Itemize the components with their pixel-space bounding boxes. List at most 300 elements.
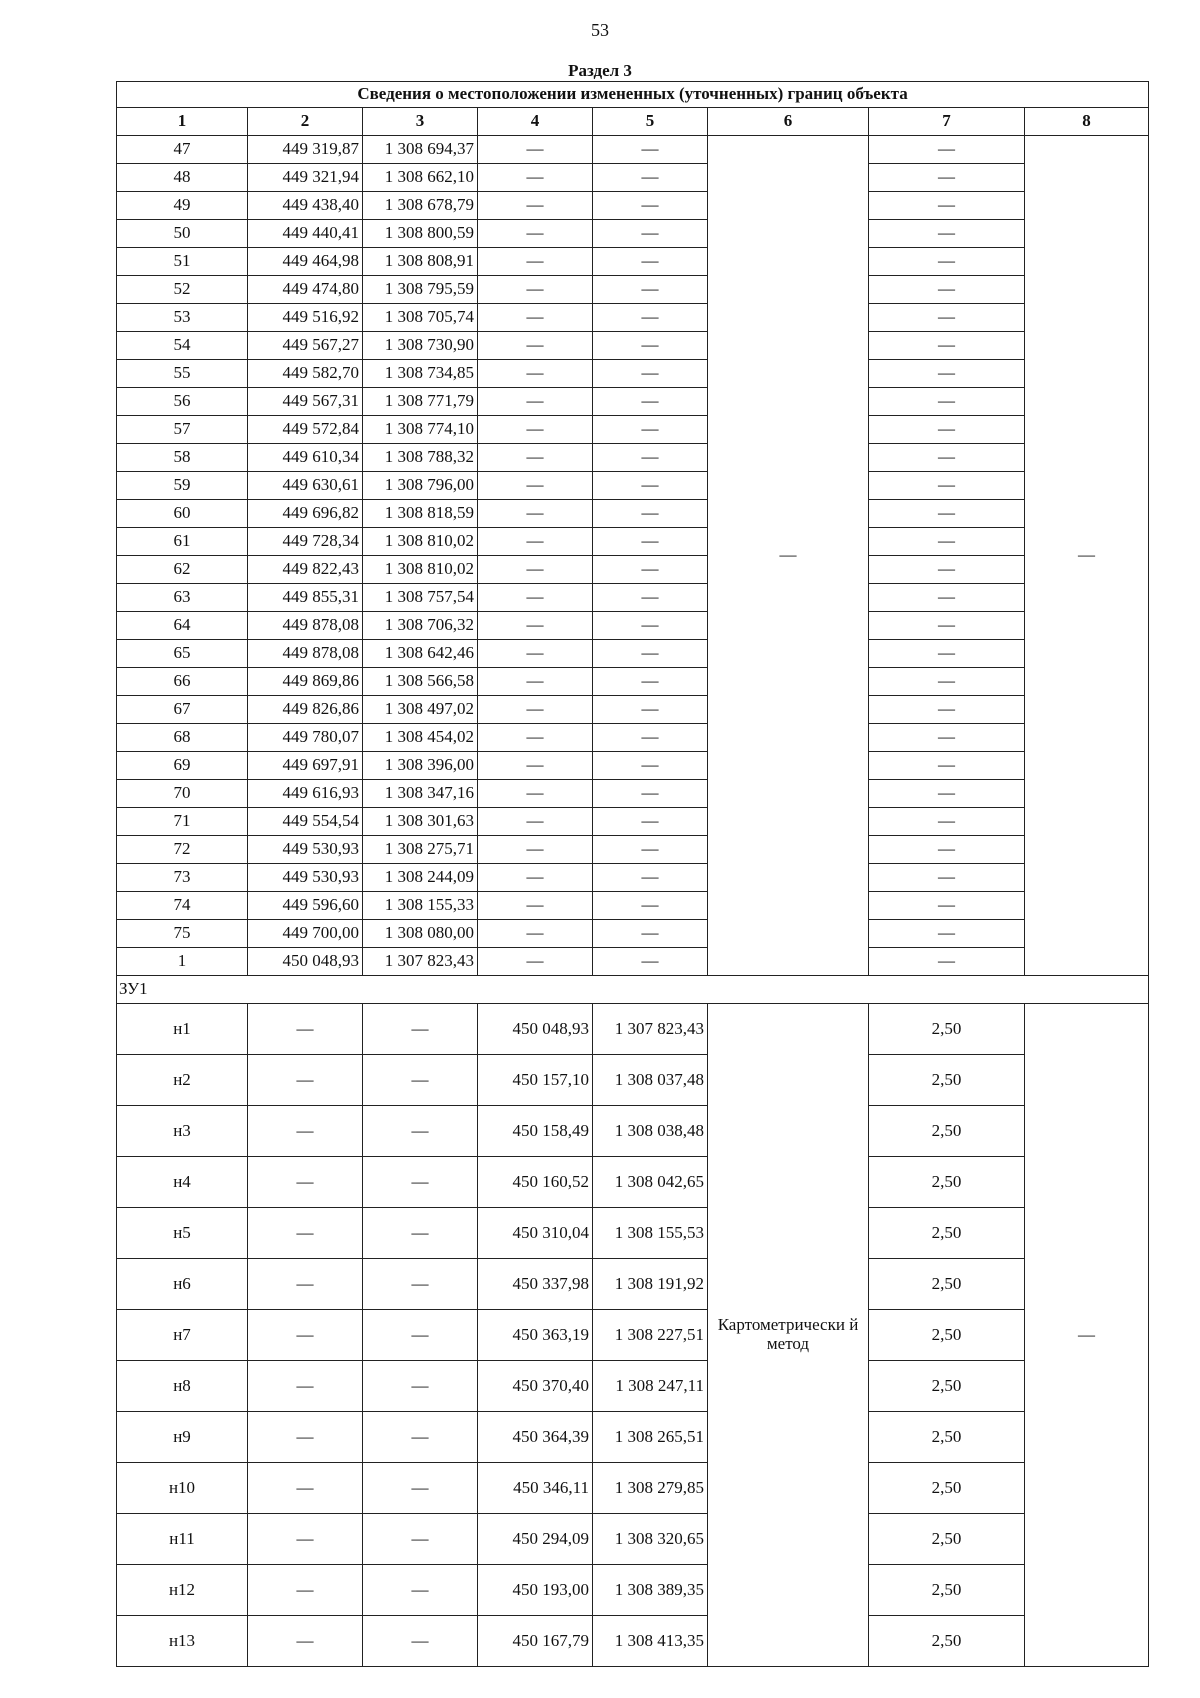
point-id-cell: 61 (117, 528, 248, 556)
point-id-cell: 53 (117, 304, 248, 332)
dash-cell: — (478, 164, 593, 192)
x-coordinate-cell: 449 596,60 (248, 892, 363, 920)
x-coordinate-cell: 450 294,09 (478, 1514, 593, 1565)
x-coordinate-cell: 450 346,11 (478, 1463, 593, 1514)
x-coordinate-cell: 450 310,04 (478, 1208, 593, 1259)
y-coordinate-cell: 1 308 454,02 (363, 724, 478, 752)
dash-cell: — (363, 1106, 478, 1157)
table-row (117, 584, 1149, 612)
x-coordinate-cell: 449 582,70 (248, 360, 363, 388)
point-id-cell: 51 (117, 248, 248, 276)
table-row (117, 248, 1149, 276)
y-coordinate-cell: 1 308 774,10 (363, 416, 478, 444)
y-coordinate-cell: 1 308 191,92 (593, 1259, 708, 1310)
precision-cell: 2,50 (869, 1463, 1025, 1514)
table-caption: Сведения о местоположении измененных (уточненных) границ объекта (117, 82, 1149, 108)
dash-cell: — (869, 780, 1025, 808)
dash-cell: — (593, 220, 708, 248)
y-coordinate-cell: 1 308 642,46 (363, 640, 478, 668)
y-coordinate-cell: 1 308 800,59 (363, 220, 478, 248)
precision-cell: 2,50 (869, 1004, 1025, 1055)
point-id-cell: н7 (117, 1310, 248, 1361)
dash-cell: — (869, 808, 1025, 836)
dash-cell: — (593, 612, 708, 640)
precision-cell: 2,50 (869, 1616, 1025, 1667)
dash-cell: — (593, 920, 708, 948)
dash-cell: — (478, 444, 593, 472)
y-coordinate-cell: 1 308 706,32 (363, 612, 478, 640)
dash-cell: — (478, 248, 593, 276)
y-coordinate-cell: 1 308 734,85 (363, 360, 478, 388)
x-coordinate-cell: 450 363,19 (478, 1310, 593, 1361)
point-id-cell: н6 (117, 1259, 248, 1310)
method-cell: Картометрически й метод (708, 1004, 869, 1667)
dash-cell: — (363, 1157, 478, 1208)
table-row (117, 1157, 1149, 1208)
y-coordinate-cell: 1 308 389,35 (593, 1565, 708, 1616)
table-row (117, 612, 1149, 640)
table-row (117, 444, 1149, 472)
y-coordinate-cell: 1 308 694,37 (363, 136, 478, 164)
y-coordinate-cell: 1 308 705,74 (363, 304, 478, 332)
y-coordinate-cell: 1 308 265,51 (593, 1412, 708, 1463)
y-coordinate-cell: 1 308 788,32 (363, 444, 478, 472)
x-coordinate-cell: 450 048,93 (248, 948, 363, 976)
dash-cell: — (248, 1361, 363, 1412)
method-dash-cell: — (708, 136, 869, 976)
dash-cell: — (363, 1259, 478, 1310)
dash-cell: — (593, 136, 708, 164)
dash-cell: — (478, 276, 593, 304)
column-number: 2 (248, 108, 363, 136)
dash-cell: — (869, 724, 1025, 752)
precision-cell: 2,50 (869, 1106, 1025, 1157)
dash-cell: — (593, 192, 708, 220)
point-id-cell: н8 (117, 1361, 248, 1412)
dash-cell: — (593, 360, 708, 388)
table-row (117, 892, 1149, 920)
table-row (117, 1412, 1149, 1463)
y-coordinate-cell: 1 308 155,33 (363, 892, 478, 920)
table-row (117, 192, 1149, 220)
x-coordinate-cell: 449 516,92 (248, 304, 363, 332)
dash-cell: — (248, 1106, 363, 1157)
table-row (117, 1616, 1149, 1667)
x-coordinate-cell: 449 554,54 (248, 808, 363, 836)
x-coordinate-cell: 449 474,80 (248, 276, 363, 304)
table-row (117, 332, 1149, 360)
point-id-cell: 47 (117, 136, 248, 164)
y-coordinate-cell: 1 308 730,90 (363, 332, 478, 360)
dash-cell: — (478, 948, 593, 976)
x-coordinate-cell: 449 822,43 (248, 556, 363, 584)
y-coordinate-cell: 1 308 275,71 (363, 836, 478, 864)
dash-cell: — (869, 528, 1025, 556)
column-number: 5 (593, 108, 708, 136)
column8-dash-cell: — (1025, 136, 1149, 976)
x-coordinate-cell: 450 157,10 (478, 1055, 593, 1106)
dash-cell: — (248, 1463, 363, 1514)
point-id-cell: 59 (117, 472, 248, 500)
y-coordinate-cell: 1 308 662,10 (363, 164, 478, 192)
dash-cell: — (248, 1565, 363, 1616)
x-coordinate-cell: 450 158,49 (478, 1106, 593, 1157)
section-title: Раздел 3 (568, 61, 632, 80)
table-row (117, 724, 1149, 752)
x-coordinate-cell: 450 048,93 (478, 1004, 593, 1055)
y-coordinate-cell: 1 308 320,65 (593, 1514, 708, 1565)
y-coordinate-cell: 1 307 823,43 (363, 948, 478, 976)
table-row (117, 1259, 1149, 1310)
column8-dash-cell: — (1025, 1004, 1149, 1667)
column-number: 4 (478, 108, 593, 136)
dash-cell: — (478, 892, 593, 920)
table-row (117, 1361, 1149, 1412)
x-coordinate-cell: 449 567,31 (248, 388, 363, 416)
y-coordinate-cell: 1 308 227,51 (593, 1310, 708, 1361)
y-coordinate-cell: 1 308 810,02 (363, 528, 478, 556)
dash-cell: — (869, 248, 1025, 276)
x-coordinate-cell: 449 319,87 (248, 136, 363, 164)
precision-cell: 2,50 (869, 1310, 1025, 1361)
dash-cell: — (869, 584, 1025, 612)
y-coordinate-cell: 1 308 155,53 (593, 1208, 708, 1259)
dash-cell: — (593, 276, 708, 304)
x-coordinate-cell: 449 780,07 (248, 724, 363, 752)
dash-cell: — (478, 472, 593, 500)
dash-cell: — (248, 1514, 363, 1565)
dash-cell: — (478, 612, 593, 640)
dash-cell: — (363, 1412, 478, 1463)
x-coordinate-cell: 450 160,52 (478, 1157, 593, 1208)
table-row (117, 948, 1149, 976)
page-number: 53 (591, 20, 609, 40)
dash-cell: — (869, 836, 1025, 864)
point-id-cell: 62 (117, 556, 248, 584)
y-coordinate-cell: 1 308 497,02 (363, 696, 478, 724)
dash-cell: — (869, 192, 1025, 220)
dash-cell: — (363, 1361, 478, 1412)
table-row (117, 696, 1149, 724)
x-coordinate-cell: 449 572,84 (248, 416, 363, 444)
table-row (117, 668, 1149, 696)
dash-cell: — (593, 836, 708, 864)
point-id-cell: 58 (117, 444, 248, 472)
x-coordinate-cell: 449 630,61 (248, 472, 363, 500)
point-id-cell: 49 (117, 192, 248, 220)
dash-cell: — (593, 556, 708, 584)
point-id-cell: 71 (117, 808, 248, 836)
dash-cell: — (593, 164, 708, 192)
point-id-cell: 70 (117, 780, 248, 808)
point-id-cell: 55 (117, 360, 248, 388)
point-id-cell: 75 (117, 920, 248, 948)
y-coordinate-cell: 1 308 818,59 (363, 500, 478, 528)
dash-cell: — (478, 388, 593, 416)
x-coordinate-cell: 449 700,00 (248, 920, 363, 948)
x-coordinate-cell: 450 364,39 (478, 1412, 593, 1463)
dash-cell: — (478, 724, 593, 752)
dash-cell: — (478, 864, 593, 892)
dash-cell: — (248, 1004, 363, 1055)
dash-cell: — (869, 640, 1025, 668)
dash-cell: — (478, 556, 593, 584)
dash-cell: — (869, 304, 1025, 332)
dash-cell: — (593, 780, 708, 808)
y-coordinate-cell: 1 308 301,63 (363, 808, 478, 836)
dash-cell: — (869, 164, 1025, 192)
y-coordinate-cell: 1 308 247,11 (593, 1361, 708, 1412)
dash-cell: — (869, 416, 1025, 444)
dash-cell: — (478, 360, 593, 388)
dash-cell: — (478, 640, 593, 668)
dash-cell: — (869, 948, 1025, 976)
table-row (117, 528, 1149, 556)
precision-cell: 2,50 (869, 1514, 1025, 1565)
parcel-label: ЗУ1 (117, 976, 1149, 1004)
dash-cell: — (478, 584, 593, 612)
precision-cell: 2,50 (869, 1055, 1025, 1106)
y-coordinate-cell: 1 308 566,58 (363, 668, 478, 696)
precision-cell: 2,50 (869, 1208, 1025, 1259)
table-row (117, 136, 1149, 164)
dash-cell: — (869, 472, 1025, 500)
point-id-cell: 48 (117, 164, 248, 192)
dash-cell: — (478, 528, 593, 556)
dash-cell: — (869, 360, 1025, 388)
precision-cell: 2,50 (869, 1361, 1025, 1412)
point-id-cell: н1 (117, 1004, 248, 1055)
dash-cell: — (478, 500, 593, 528)
table-row (117, 276, 1149, 304)
x-coordinate-cell: 449 567,27 (248, 332, 363, 360)
point-id-cell: 64 (117, 612, 248, 640)
dash-cell: — (478, 304, 593, 332)
table-row (117, 1463, 1149, 1514)
dash-cell: — (363, 1208, 478, 1259)
x-coordinate-cell: 449 826,86 (248, 696, 363, 724)
table-row (117, 1106, 1149, 1157)
dash-cell: — (248, 1259, 363, 1310)
x-coordinate-cell: 449 440,41 (248, 220, 363, 248)
x-coordinate-cell: 449 321,94 (248, 164, 363, 192)
dash-cell: — (478, 668, 593, 696)
dash-cell: — (869, 556, 1025, 584)
table-row (117, 1055, 1149, 1106)
precision-cell: 2,50 (869, 1259, 1025, 1310)
table-row (117, 864, 1149, 892)
x-coordinate-cell: 449 878,08 (248, 612, 363, 640)
precision-cell: 2,50 (869, 1412, 1025, 1463)
y-coordinate-cell: 1 308 808,91 (363, 248, 478, 276)
x-coordinate-cell: 449 438,40 (248, 192, 363, 220)
dash-cell: — (593, 444, 708, 472)
y-coordinate-cell: 1 308 413,35 (593, 1616, 708, 1667)
dash-cell: — (593, 640, 708, 668)
point-id-cell: 67 (117, 696, 248, 724)
point-id-cell: н3 (117, 1106, 248, 1157)
dash-cell: — (869, 920, 1025, 948)
dash-cell: — (869, 612, 1025, 640)
point-id-cell: 72 (117, 836, 248, 864)
dash-cell: — (478, 416, 593, 444)
dash-cell: — (363, 1514, 478, 1565)
table-row (117, 304, 1149, 332)
dash-cell: — (593, 472, 708, 500)
point-id-cell: н9 (117, 1412, 248, 1463)
table-row (117, 416, 1149, 444)
dash-cell: — (869, 332, 1025, 360)
dash-cell: — (248, 1616, 363, 1667)
point-id-cell: 60 (117, 500, 248, 528)
dash-cell: — (869, 220, 1025, 248)
table-row (117, 556, 1149, 584)
dash-cell: — (869, 136, 1025, 164)
point-id-cell: н11 (117, 1514, 248, 1565)
dash-cell: — (248, 1208, 363, 1259)
dash-cell: — (869, 444, 1025, 472)
dash-cell: — (248, 1055, 363, 1106)
dash-cell: — (478, 780, 593, 808)
dash-cell: — (593, 724, 708, 752)
y-coordinate-cell: 1 308 080,00 (363, 920, 478, 948)
dash-cell: — (363, 1616, 478, 1667)
x-coordinate-cell: 450 370,40 (478, 1361, 593, 1412)
table-row (117, 1004, 1149, 1055)
dash-cell: — (869, 696, 1025, 724)
dash-cell: — (593, 752, 708, 780)
x-coordinate-cell: 449 728,34 (248, 528, 363, 556)
table-row (117, 164, 1149, 192)
table-row (117, 472, 1149, 500)
x-coordinate-cell: 449 869,86 (248, 668, 363, 696)
y-coordinate-cell: 1 308 795,59 (363, 276, 478, 304)
table-row (117, 1514, 1149, 1565)
dash-cell: — (478, 696, 593, 724)
table-row (117, 808, 1149, 836)
dash-cell: — (593, 332, 708, 360)
point-id-cell: 73 (117, 864, 248, 892)
dash-cell: — (593, 248, 708, 276)
dash-cell: — (869, 752, 1025, 780)
dash-cell: — (869, 500, 1025, 528)
point-id-cell: 66 (117, 668, 248, 696)
dash-cell: — (478, 808, 593, 836)
point-id-cell: н5 (117, 1208, 248, 1259)
table-row (117, 1208, 1149, 1259)
x-coordinate-cell: 449 616,93 (248, 780, 363, 808)
dash-cell: — (478, 752, 593, 780)
x-coordinate-cell: 449 697,91 (248, 752, 363, 780)
y-coordinate-cell: 1 308 244,09 (363, 864, 478, 892)
y-coordinate-cell: 1 308 757,54 (363, 584, 478, 612)
table-row (117, 752, 1149, 780)
point-id-cell: н10 (117, 1463, 248, 1514)
point-id-cell: 50 (117, 220, 248, 248)
column-number: 1 (117, 108, 248, 136)
column-number: 6 (708, 108, 869, 136)
point-id-cell: 68 (117, 724, 248, 752)
table-row (117, 640, 1149, 668)
y-coordinate-cell: 1 308 678,79 (363, 192, 478, 220)
dash-cell: — (248, 1412, 363, 1463)
x-coordinate-cell: 449 696,82 (248, 500, 363, 528)
y-coordinate-cell: 1 308 279,85 (593, 1463, 708, 1514)
dash-cell: — (869, 668, 1025, 696)
y-coordinate-cell: 1 308 038,48 (593, 1106, 708, 1157)
dash-cell: — (593, 948, 708, 976)
x-coordinate-cell: 450 193,00 (478, 1565, 593, 1616)
dash-cell: — (363, 1004, 478, 1055)
point-id-cell: 63 (117, 584, 248, 612)
x-coordinate-cell: 449 464,98 (248, 248, 363, 276)
table-row (117, 500, 1149, 528)
y-coordinate-cell: 1 308 037,48 (593, 1055, 708, 1106)
y-coordinate-cell: 1 308 042,65 (593, 1157, 708, 1208)
table-row (117, 780, 1149, 808)
precision-cell: 2,50 (869, 1157, 1025, 1208)
dash-cell: — (593, 892, 708, 920)
y-coordinate-cell: 1 308 796,00 (363, 472, 478, 500)
dash-cell: — (363, 1463, 478, 1514)
table-row (117, 388, 1149, 416)
precision-cell: 2,50 (869, 1565, 1025, 1616)
point-id-cell: 69 (117, 752, 248, 780)
point-id-cell: 52 (117, 276, 248, 304)
dash-cell: — (593, 864, 708, 892)
dash-cell: — (248, 1310, 363, 1361)
dash-cell: — (478, 220, 593, 248)
x-coordinate-cell: 449 855,31 (248, 584, 363, 612)
dash-cell: — (593, 668, 708, 696)
point-id-cell: н4 (117, 1157, 248, 1208)
dash-cell: — (248, 1157, 363, 1208)
dash-cell: — (593, 808, 708, 836)
dash-cell: — (593, 528, 708, 556)
table-row (117, 836, 1149, 864)
coordinates-table (116, 81, 1149, 1667)
point-id-cell: 56 (117, 388, 248, 416)
point-id-cell: н2 (117, 1055, 248, 1106)
point-id-cell: н13 (117, 1616, 248, 1667)
table-row (117, 920, 1149, 948)
dash-cell: — (363, 1310, 478, 1361)
point-id-cell: 74 (117, 892, 248, 920)
point-id-cell: 57 (117, 416, 248, 444)
column-number: 7 (869, 108, 1025, 136)
x-coordinate-cell: 450 167,79 (478, 1616, 593, 1667)
y-coordinate-cell: 1 308 810,02 (363, 556, 478, 584)
dash-cell: — (593, 304, 708, 332)
dash-cell: — (593, 584, 708, 612)
dash-cell: — (478, 920, 593, 948)
table-row (117, 360, 1149, 388)
y-coordinate-cell: 1 307 823,43 (593, 1004, 708, 1055)
column-number: 8 (1025, 108, 1149, 136)
table-row (117, 220, 1149, 248)
y-coordinate-cell: 1 308 771,79 (363, 388, 478, 416)
dash-cell: — (869, 892, 1025, 920)
dash-cell: — (869, 864, 1025, 892)
dash-cell: — (593, 500, 708, 528)
dash-cell: — (478, 192, 593, 220)
dash-cell: — (478, 836, 593, 864)
y-coordinate-cell: 1 308 396,00 (363, 752, 478, 780)
x-coordinate-cell: 449 530,93 (248, 864, 363, 892)
point-id-cell: н12 (117, 1565, 248, 1616)
point-id-cell: 65 (117, 640, 248, 668)
dash-cell: — (478, 136, 593, 164)
